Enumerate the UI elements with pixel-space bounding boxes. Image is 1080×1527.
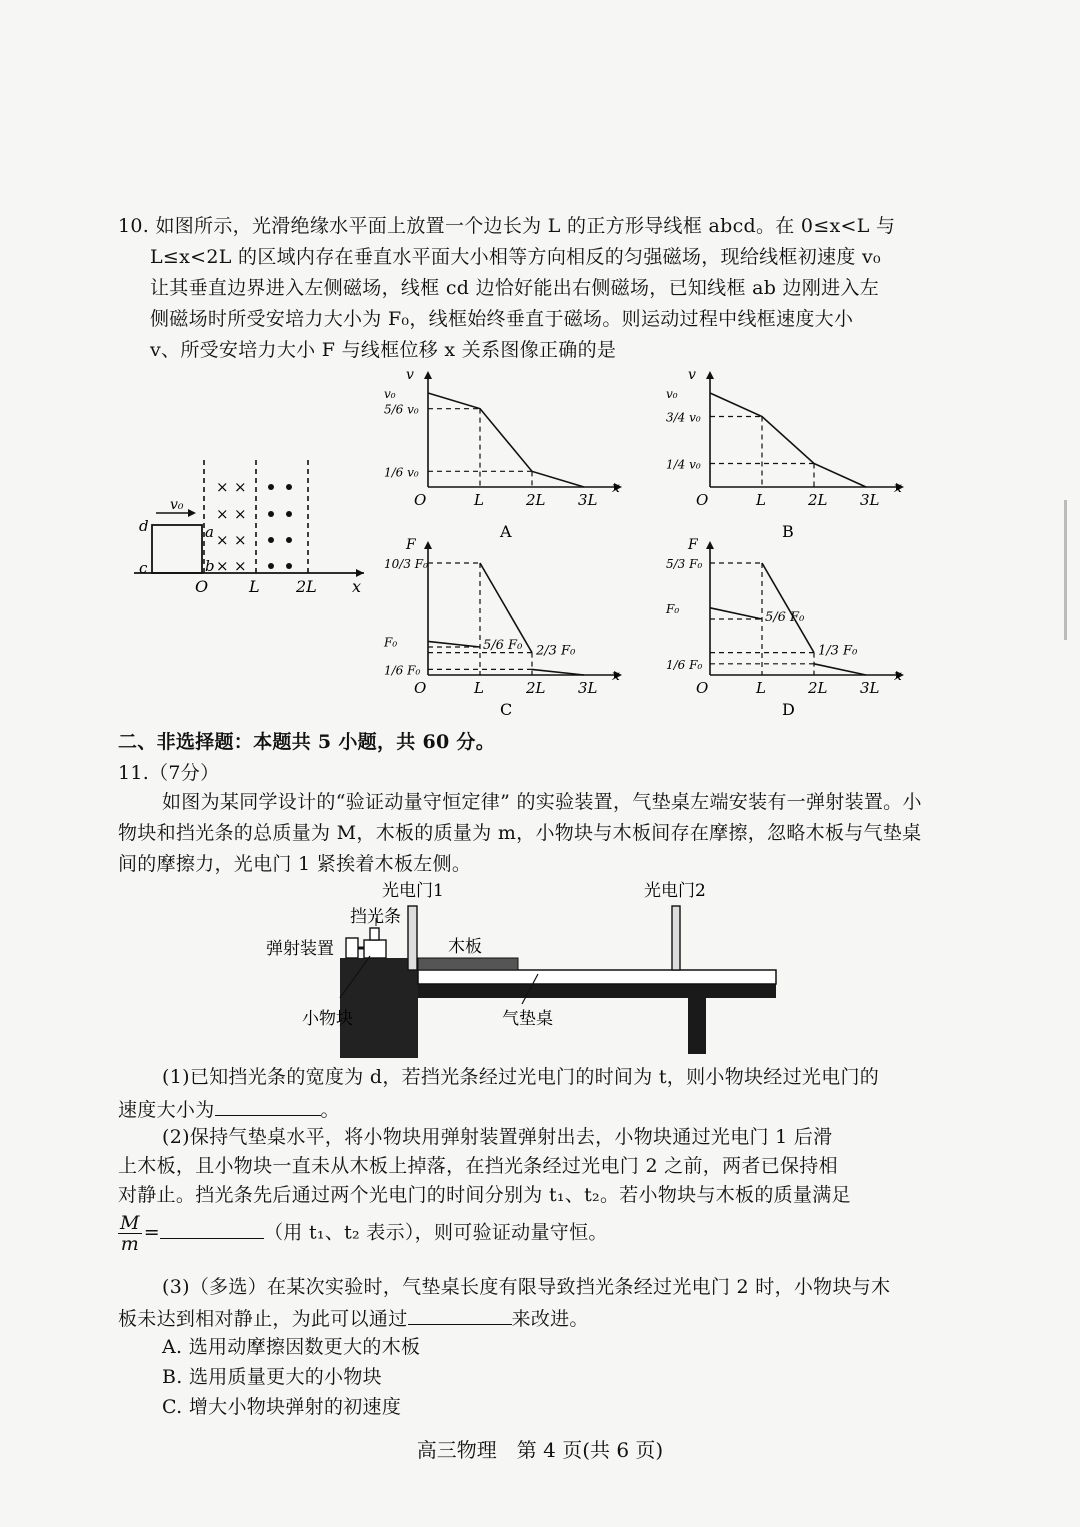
q11-part1-line2: 速度大小为 。 xyxy=(118,1093,340,1126)
force-segment-3 xyxy=(814,664,866,675)
q11-part2-line4: $\frac{M}{m}$ = （用 t₁、t₂ 表示），则可验证动量守恒。 xyxy=(120,1212,608,1255)
svg-text:×: × xyxy=(216,557,229,575)
y-tick-label: 1/6 F₀ xyxy=(666,657,703,672)
page-footer: 高三物理 第 4 页(共 6 页) xyxy=(416,1438,664,1462)
x-tick-label: 3L xyxy=(578,491,598,509)
x-axis-label: x xyxy=(352,577,362,596)
y-axis-arrow xyxy=(706,541,714,549)
q11-part2-line2: 上木板，且小物块一直未从木板上掉落，在挡光条经过光电门 2 之前，两者已保持相 xyxy=(118,1155,838,1177)
force-segment-3 xyxy=(532,669,584,675)
field-crosses xyxy=(216,478,247,575)
origin-label: O xyxy=(696,491,709,509)
section-heading: 二、非选择题：本题共 5 小题，共 60 分。 xyxy=(118,731,496,753)
option-C[interactable]: C. 增大小物块弹射的初速度 xyxy=(162,1396,402,1418)
vertex-d-label: d xyxy=(139,517,149,535)
point-label: 1/3 F₀ xyxy=(818,643,858,659)
x-tick-label: 3L xyxy=(860,491,880,509)
option-A[interactable]: A. 选用动摩擦因数更大的木板 xyxy=(162,1336,421,1358)
vertex-c-label: c xyxy=(139,559,148,577)
q11-intro: 如图为某同学设计的“验证动量守恒定律” 的实验装置，气垫桌左端安装有一弹射装置。小物块和挡光条的总质量为 M，木板的质量为 m，小物块与木板间存在摩擦，忽略木板与气垫桌间的摩擦力，光电门 1 紧挨着木板左侧。 xyxy=(118,791,922,875)
q11-part1-line1: (1)已知挡光条的宽度为 d，若挡光条经过光电门的时间为 t，则小物块经过光电门的 xyxy=(162,1066,880,1088)
origin-label: O xyxy=(414,491,427,509)
x-tick-label: 3L xyxy=(860,679,880,697)
x-axis-label: x xyxy=(612,480,620,496)
q11-part3-line1: (3)（多选）在某次实验时，气垫桌长度有限导致挡光条经过光电门 2 时，小物块与木 xyxy=(162,1276,891,1298)
x-tick-label: 2L xyxy=(526,679,546,697)
answer-blank-3[interactable] xyxy=(408,1302,512,1325)
answer-blank-1[interactable] xyxy=(215,1093,321,1116)
x-tick-label: 2L xyxy=(808,491,828,509)
y-axis-label: v xyxy=(406,367,414,383)
q11-part1 xyxy=(118,1062,930,1093)
y-axis-label: F xyxy=(406,537,416,553)
y-tick-label: F₀ xyxy=(666,601,680,616)
table-label: 气垫桌 xyxy=(502,1009,553,1029)
y-axis-label: F xyxy=(688,537,698,553)
x-tick-label: L xyxy=(474,491,484,509)
svg-text:×: × xyxy=(234,531,247,549)
y-tick-label: 1/6 F₀ xyxy=(384,663,421,678)
option-B[interactable]: B. 选用质量更大的小物块 xyxy=(162,1366,382,1388)
v0-label: v₀ xyxy=(170,497,184,513)
y-tick-label: 5/6 v₀ xyxy=(384,402,419,417)
svg-text:×: × xyxy=(234,505,247,523)
apparatus-figure xyxy=(260,876,790,1058)
L-label: L xyxy=(249,577,260,596)
y-axis-arrow xyxy=(706,371,714,379)
block-label: 小物块 xyxy=(302,1009,353,1029)
q10-line-5: v、所受安培力大小 F 与线框位移 x 关系图像正确的是 xyxy=(150,339,617,361)
scan-edge-mark xyxy=(1064,500,1067,640)
force-segment-1 xyxy=(710,608,762,619)
vertex-a-label: a xyxy=(205,523,214,541)
x-tick-label: 2L xyxy=(526,491,546,509)
q11-part3-line2: 板未达到相对静止，为此可以通过 来改进。 xyxy=(118,1302,589,1335)
y-axis-arrow xyxy=(424,371,432,379)
gate2-label: 光电门2 xyxy=(644,881,706,901)
svg-text:×: × xyxy=(216,505,229,523)
svg-text:×: × xyxy=(234,478,247,496)
magnetic-field-setup-figure xyxy=(128,455,378,600)
graph-C xyxy=(382,535,632,720)
x-tick-label: L xyxy=(474,679,484,697)
x-tick-label: L xyxy=(756,491,766,509)
question-10 xyxy=(118,211,930,366)
x-axis-label: x xyxy=(894,668,902,684)
mass-ratio-fraction: $\frac{M}{m}$ xyxy=(120,1212,140,1255)
option-letter: B xyxy=(782,522,794,541)
y-tick-label: 1/6 v₀ xyxy=(384,465,419,480)
y-tick-label: v₀ xyxy=(384,387,396,401)
graph-A xyxy=(382,365,632,545)
vertex-b-label: b xyxy=(205,557,215,575)
launcher-label: 弹射装置 xyxy=(266,939,334,959)
x-tick-label: L xyxy=(756,679,766,697)
velocity-curve xyxy=(710,393,866,487)
point-label: 5/6 F₀ xyxy=(765,610,805,626)
point-label: 5/6 F₀ xyxy=(483,638,523,654)
point-label: 2/3 F₀ xyxy=(536,643,576,659)
x-axis-label: x xyxy=(612,668,620,684)
q10-line-3: 让其垂直边界进入左侧磁场，线框 cd 边恰好能出右侧磁场，已知线框 ab 边刚进入左 xyxy=(150,277,880,299)
velocity-curve xyxy=(428,393,584,487)
y-tick-label: 1/4 v₀ xyxy=(666,457,701,472)
x-tick-label: 3L xyxy=(578,679,598,697)
x-tick-label: 2L xyxy=(808,679,828,697)
y-tick-label: 5/3 F₀ xyxy=(666,557,703,571)
option-letter: A xyxy=(500,522,512,541)
y-tick-label: 10/3 F₀ xyxy=(384,557,428,571)
q10-line-1: 10. 如图所示，光滑绝缘水平面上放置一个边长为 L 的正方形导线框 abcd。在 0≤x<L 与 xyxy=(118,215,896,237)
origin-label: O xyxy=(414,679,427,697)
y-tick-label: v₀ xyxy=(666,387,678,401)
origin-label: O xyxy=(195,577,209,596)
2L-label: 2L xyxy=(296,577,317,596)
y-axis-arrow xyxy=(424,541,432,549)
q10-line-4: 侧磁场时所受安培力大小为 F₀，线框始终垂直于磁场。则运动过程中线框速度大小 xyxy=(150,308,854,330)
option-letter: D xyxy=(782,700,795,719)
x-axis-label: x xyxy=(894,480,902,496)
graph-D xyxy=(664,535,914,720)
field-dots xyxy=(268,484,292,569)
q11-part2-line1: (2)保持气垫桌水平，将小物块用弹射装置弹射出去，小物块通过光电门 1 后滑 xyxy=(162,1126,833,1148)
svg-text:×: × xyxy=(216,531,229,549)
q10-line-2: L≤x<2L 的区域内存在垂直水平面大小相等方向相反的匀强磁场，现给线框初速度 v₀ xyxy=(150,246,881,268)
board-label: 木板 xyxy=(448,937,482,957)
option-letter: C xyxy=(500,700,513,719)
q11-part2-line3: 对静止。挡光条先后通过两个光电门的时间分别为 t₁、t₂。若小物块与木板的质量满足 xyxy=(118,1184,851,1206)
light-strip-label: 挡光条 xyxy=(350,907,401,927)
force-segment-2 xyxy=(762,563,814,653)
q11-header: 11.（7分） xyxy=(118,762,220,784)
svg-text:×: × xyxy=(216,478,229,496)
force-segment-1 xyxy=(428,641,480,647)
gate1-label: 光电门1 xyxy=(382,881,444,901)
y-axis-label: v xyxy=(688,367,696,383)
answer-blank-2[interactable] xyxy=(160,1216,264,1239)
y-tick-label: 3/4 v₀ xyxy=(666,410,701,425)
y-tick-label: F₀ xyxy=(384,635,398,650)
origin-label: O xyxy=(696,679,709,697)
svg-text:×: × xyxy=(234,557,247,575)
graph-B xyxy=(664,365,914,545)
